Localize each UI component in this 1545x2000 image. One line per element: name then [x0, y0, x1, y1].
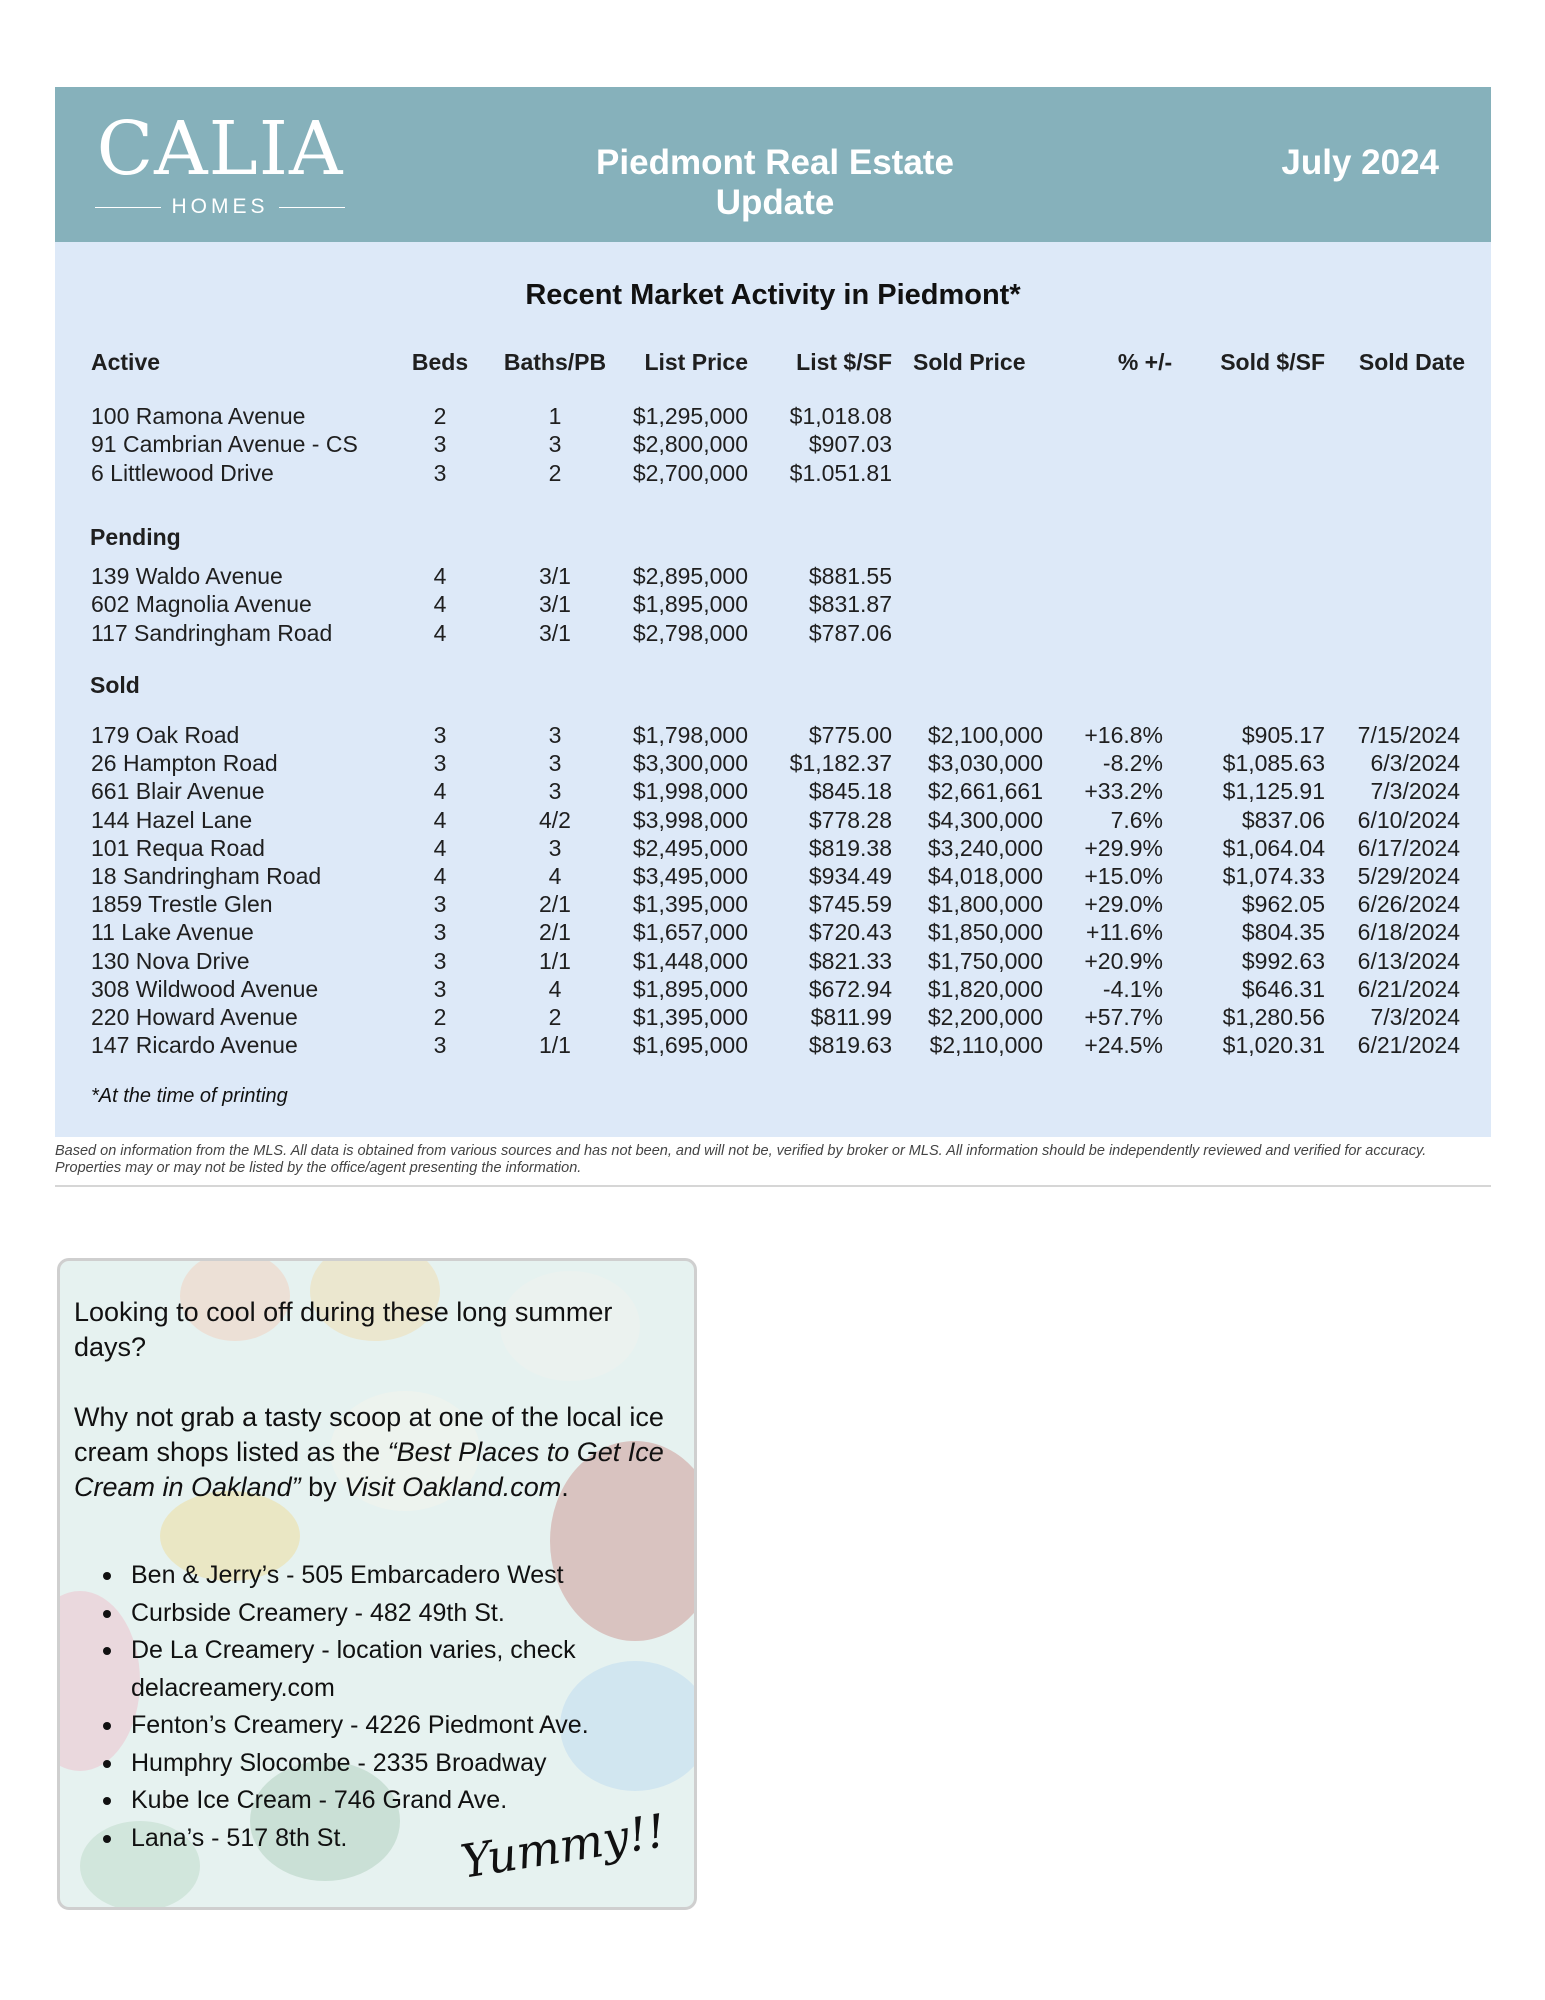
list-psf-cell: $934.49 [808, 863, 892, 889]
list-psf-cell: $831.87 [808, 591, 892, 618]
baths-cell: 2/1 [539, 919, 571, 946]
logo-rule-left [95, 207, 161, 208]
table-row [55, 562, 1491, 590]
page-title: Piedmont Real Estate Update [596, 143, 954, 222]
list-price-cell: $3,495,000 [632, 863, 748, 889]
list-item [74, 1782, 674, 1820]
table-row [55, 890, 1491, 918]
baths-cell: 3 [548, 431, 562, 458]
shop-text: De La Creamery - location varies, check delacreamery.com [131, 1636, 576, 1702]
sold-price-cell: $1,820,000 [927, 975, 1043, 1002]
beds-cell: 3 [433, 750, 447, 777]
baths-cell: 3 [548, 778, 562, 805]
list-psf-cell: $778.28 [808, 806, 892, 833]
list-psf-cell: $907.03 [808, 431, 892, 458]
baths-cell: 3/1 [539, 563, 571, 589]
list-price-cell: $2,895,000 [632, 563, 748, 589]
table-row [55, 918, 1491, 946]
sold-psf-cell: $1,280.56 [1222, 1004, 1325, 1030]
sold-psf-cell: $1,085.63 [1222, 750, 1325, 777]
sold-date-cell: 6/13/2024 [1357, 947, 1460, 974]
baths-cell: 1 [548, 403, 562, 429]
logo-subline [95, 195, 345, 219]
beds-cell: 4 [433, 563, 447, 589]
address-cell: 6 Littlewood Drive [91, 459, 274, 486]
address-cell: 144 Hazel Lane [91, 806, 253, 833]
pct-change-cell: +11.6% [1086, 919, 1163, 946]
list-price-cell: $1,895,000 [632, 975, 748, 1002]
list-price-cell: $3,998,000 [632, 806, 748, 833]
ice-cream-shop-list [74, 1557, 674, 1857]
pending-section-label: Pending [90, 524, 181, 550]
baths-cell: 2 [548, 459, 562, 486]
list-price-cell: $1,798,000 [632, 722, 748, 748]
sold-date-cell: 5/29/2024 [1357, 863, 1460, 889]
list-psf-cell: $787.06 [808, 619, 892, 646]
sold-date-cell: 7/3/2024 [1370, 1004, 1460, 1030]
sold-date-cell: 6/3/2024 [1370, 750, 1460, 777]
table-row [55, 721, 1491, 749]
list-price-cell: $1,395,000 [632, 891, 748, 918]
card-body-pre: Why not grab a tasty scoop at one of the local ice cream shops listed as the [74, 1402, 664, 1467]
calia-homes-logo [95, 105, 345, 225]
list-price-cell: $1,395,000 [632, 1004, 748, 1030]
col-header-sold-price: Sold Price [913, 349, 1026, 375]
beds-cell: 3 [433, 722, 447, 748]
baths-cell: 4/2 [539, 806, 571, 833]
col-header-list-price: List Price [644, 349, 748, 375]
table-header-row [55, 348, 1491, 376]
mls-disclaimer: Based on information from the MLS. All data is obtained from various sources and has not been, and will not be, verified by broker or MLS. All information should be independently reviewed and verified for accuracy. Properties may or may not be listed by the office/agent presenting the information. [55, 1143, 1427, 1176]
list-psf-cell: $1,018.08 [789, 403, 892, 429]
col-header-sold-date: Sold Date [1358, 349, 1465, 375]
address-cell: 11 Lake Avenue [91, 919, 254, 946]
list-psf-cell: $775.00 [808, 722, 892, 748]
logo-wordmark: CALIA [96, 106, 344, 192]
shop-text: Fenton’s Creamery - 4226 Piedmont Ave. [131, 1711, 589, 1739]
table-row [55, 619, 1491, 647]
list-psf-cell: $811.99 [810, 1004, 892, 1030]
pct-change-cell: -8.2% [1102, 750, 1163, 777]
baths-cell: 2/1 [539, 891, 571, 918]
sold-price-cell: $2,100,000 [927, 722, 1043, 748]
list-psf-cell: $845.18 [808, 778, 892, 805]
table-row [55, 975, 1491, 1003]
bullet-icon [103, 1760, 111, 1768]
card-body-end: . [561, 1472, 569, 1502]
baths-cell: 3 [548, 834, 562, 861]
list-psf-cell: $1,182.37 [789, 750, 892, 777]
list-price-cell: $3,300,000 [632, 750, 748, 777]
panel-title: Recent Market Activity in Piedmont* [525, 279, 1021, 311]
table-row [55, 862, 1491, 890]
bullet-icon [103, 1722, 111, 1730]
list-psf-cell: $819.38 [808, 834, 892, 861]
address-cell: 117 Sandringham Road [91, 619, 333, 646]
address-cell: 147 Ricardo Avenue [91, 1032, 298, 1059]
baths-cell: 4 [548, 863, 562, 889]
pct-change-cell: +29.0% [1084, 891, 1163, 918]
baths-cell: 1/1 [539, 1032, 571, 1059]
baths-cell: 2 [548, 1004, 562, 1030]
baths-cell: 3 [548, 750, 562, 777]
beds-cell: 2 [433, 403, 447, 429]
sold-psf-cell: $804.35 [1241, 919, 1325, 946]
list-price-cell: $1,998,000 [632, 778, 748, 805]
shop-text: Kube Ice Cream - 746 Grand Ave. [131, 1786, 508, 1814]
beds-cell: 3 [433, 947, 447, 974]
handwritten-yummy: Yummy!! [457, 1803, 670, 1889]
pct-change-cell: -4.1% [1102, 975, 1163, 1002]
issue-date: July 2024 [1281, 143, 1439, 182]
list-price-cell: $2,800,000 [632, 431, 748, 458]
logo-subtitle: HOMES [171, 195, 269, 218]
sold-date-cell: 6/18/2024 [1357, 919, 1460, 946]
table-row [55, 590, 1491, 618]
beds-cell: 4 [433, 834, 447, 861]
card-text [74, 1295, 674, 1505]
list-price-cell: $1,695,000 [632, 1032, 748, 1059]
list-price-cell: $2,495,000 [632, 834, 748, 861]
address-cell: 308 Wildwood Avenue [91, 975, 319, 1002]
address-cell: 101 Requa Road [91, 834, 265, 861]
bullet-icon [103, 1647, 111, 1655]
shop-text: Ben & Jerry’s - 505 Embarcadero West [131, 1561, 564, 1589]
bullet-icon [103, 1610, 111, 1618]
pct-change-cell: +24.5% [1084, 1032, 1163, 1059]
sold-psf-cell: $646.31 [1241, 975, 1325, 1002]
pct-change-cell: +15.0% [1084, 863, 1163, 889]
sold-price-cell: $2,661,661 [927, 778, 1043, 805]
card-body-mid: by [300, 1472, 345, 1502]
list-price-cell: $2,700,000 [632, 459, 748, 486]
list-price-cell: $1,895,000 [632, 591, 748, 618]
col-header-beds: Beds [411, 349, 469, 375]
table-row [55, 402, 1491, 430]
list-item [74, 1557, 674, 1595]
address-cell: 130 Nova Drive [91, 947, 250, 974]
address-cell: 139 Waldo Avenue [91, 563, 283, 589]
sold-date-cell: 6/21/2024 [1357, 975, 1460, 1002]
baths-cell: 3/1 [539, 591, 571, 618]
table-row [55, 834, 1491, 862]
sold-psf-cell: $1,074.33 [1222, 863, 1325, 889]
beds-cell: 2 [433, 1004, 447, 1030]
sold-psf-cell: $1,020.31 [1222, 1032, 1325, 1059]
address-cell: 18 Sandringham Road [91, 863, 322, 889]
list-price-cell: $1,448,000 [632, 947, 748, 974]
col-header-sold-psf: Sold $/SF [1220, 349, 1325, 375]
beds-cell: 4 [433, 591, 447, 618]
list-psf-cell: $672.94 [808, 975, 892, 1002]
shop-text: Humphry Slocombe - 2335 Broadway [131, 1748, 547, 1777]
address-cell: 179 Oak Road [91, 722, 240, 748]
list-price-cell: $1,657,000 [632, 919, 748, 946]
list-price-cell: $1,295,000 [632, 403, 748, 429]
list-psf-cell: $821.33 [808, 947, 892, 974]
sold-date-cell: 7/3/2024 [1370, 778, 1460, 805]
list-psf-cell: $1.051.81 [789, 459, 892, 486]
baths-cell: 3/1 [539, 619, 571, 646]
table-row [55, 947, 1491, 975]
beds-cell: 4 [433, 619, 447, 646]
logo-rule-right [279, 207, 345, 208]
baths-cell: 3 [548, 722, 562, 748]
address-cell: 100 Ramona Avenue [91, 403, 306, 429]
address-cell: 1859 Trestle Glen [91, 891, 273, 918]
header-banner [55, 87, 1491, 242]
list-psf-cell: $745.59 [808, 891, 892, 918]
col-header-list-psf: List $/SF [796, 349, 892, 375]
sold-price-cell: $2,110,000 [929, 1032, 1043, 1059]
sold-price-cell: $4,300,000 [927, 806, 1043, 833]
card-body-quote: “Best Places to Get Ice Cream in Oakland” [74, 1437, 664, 1502]
col-header-active: Active [91, 349, 161, 375]
sold-date-cell: 6/10/2024 [1357, 806, 1460, 833]
sold-psf-cell: $1,125.91 [1222, 778, 1325, 805]
sold-psf-cell: $905.17 [1241, 722, 1325, 748]
bullet-icon [103, 1835, 111, 1843]
market-activity-panel [55, 242, 1491, 1137]
footnote: *At the time of printing [91, 1085, 288, 1107]
sold-psf-cell: $992.63 [1241, 947, 1325, 974]
sold-psf-cell: $837.06 [1241, 806, 1325, 833]
sold-date-cell: 6/21/2024 [1357, 1032, 1460, 1059]
list-item [74, 1707, 674, 1745]
beds-cell: 3 [433, 975, 447, 1002]
beds-cell: 4 [433, 863, 447, 889]
address-cell: 602 Magnolia Avenue [91, 591, 312, 618]
sold-section-label: Sold [90, 672, 140, 698]
beds-cell: 4 [433, 806, 447, 833]
address-cell: 91 Cambrian Avenue - CS [91, 431, 358, 458]
list-item [74, 1632, 674, 1707]
pct-change-cell: 7.6% [1110, 806, 1163, 833]
baths-cell: 1/1 [539, 947, 571, 974]
shop-text: Curbside Creamery - 482 49th St. [131, 1598, 505, 1627]
pct-change-cell: +29.9% [1084, 834, 1163, 861]
table-row [55, 777, 1491, 805]
pct-change-cell: +16.8% [1084, 722, 1163, 748]
list-psf-cell: $720.43 [808, 919, 892, 946]
list-psf-cell: $881.55 [808, 563, 892, 589]
sold-date-cell: 6/26/2024 [1357, 891, 1460, 918]
list-price-cell: $2,798,000 [632, 619, 748, 646]
sold-price-cell: $3,240,000 [927, 834, 1043, 861]
baths-cell: 4 [548, 975, 562, 1002]
sold-price-cell: $2,200,000 [927, 1004, 1043, 1030]
address-cell: 661 Blair Avenue [91, 778, 265, 805]
address-cell: 220 Howard Avenue [91, 1004, 298, 1030]
table-row [55, 459, 1491, 487]
beds-cell: 4 [433, 778, 447, 805]
sold-date-cell: 6/17/2024 [1357, 834, 1460, 861]
bullet-icon [103, 1797, 111, 1805]
table-row [55, 749, 1491, 777]
sold-price-cell: $1,850,000 [927, 919, 1043, 946]
ice-cream-card [57, 1258, 697, 1910]
beds-cell: 3 [433, 891, 447, 918]
sold-price-cell: $3,030,000 [927, 750, 1043, 777]
sold-price-cell: $1,800,000 [927, 891, 1043, 918]
card-intro: Looking to cool off during these long summer days? [74, 1297, 613, 1362]
beds-cell: 3 [433, 431, 447, 458]
sold-price-cell: $1,750,000 [927, 947, 1043, 974]
table-row [55, 1031, 1491, 1059]
table-row [55, 1003, 1491, 1031]
table-row [55, 806, 1491, 834]
table-row [55, 430, 1491, 458]
sold-psf-cell: $1,064.04 [1222, 834, 1325, 861]
sold-psf-cell: $962.05 [1241, 891, 1325, 918]
col-header-baths: Baths/PB [503, 349, 607, 375]
col-header-pct-change: % +/- [1117, 349, 1173, 375]
beds-cell: 3 [433, 459, 447, 486]
list-item [74, 1745, 674, 1783]
pct-change-cell: +20.9% [1084, 947, 1163, 974]
card-body [74, 1400, 674, 1505]
list-item [74, 1595, 674, 1633]
list-psf-cell: $819.63 [808, 1032, 892, 1059]
beds-cell: 3 [433, 1032, 447, 1059]
address-cell: 26 Hampton Road [91, 750, 278, 777]
pct-change-cell: +57.7% [1084, 1004, 1163, 1030]
divider [55, 1185, 1491, 1187]
bullet-icon [103, 1572, 111, 1580]
shop-text: Lana’s - 517 8th St. [131, 1823, 348, 1852]
card-body-source: Visit Oakland.com [344, 1472, 562, 1502]
sold-price-cell: $4,018,000 [927, 863, 1043, 889]
sold-date-cell: 7/15/2024 [1357, 722, 1460, 748]
beds-cell: 3 [433, 919, 447, 946]
pct-change-cell: +33.2% [1084, 778, 1163, 805]
